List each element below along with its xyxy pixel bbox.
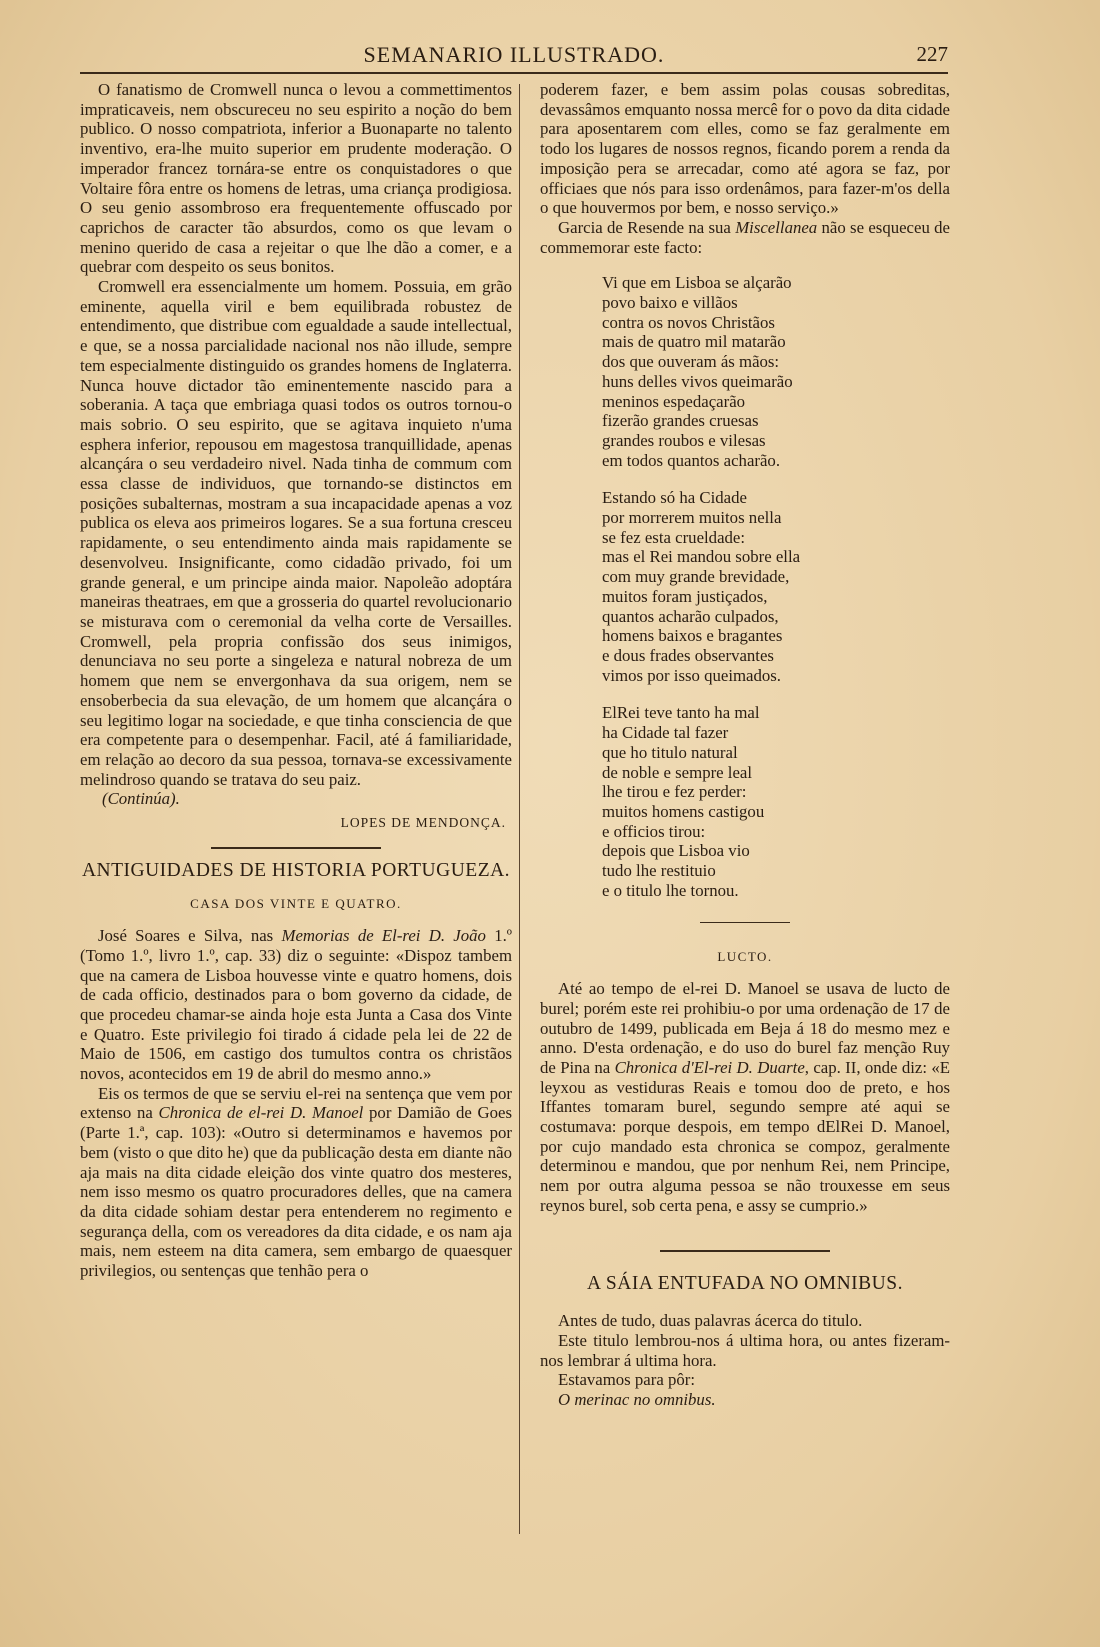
casa-p2-book-title: Chronica de el-rei D. Manoel: [158, 1103, 364, 1123]
casa-p1-text-a: José Soares e Silva, nas: [98, 926, 282, 946]
casa-p1-text-b: 1.º (Tomo 1.º, livro 1.º, cap. 33) diz o seguinte: «Dispoz tambem que na camera de Lisboa houvesse vinte e quatro homens, dois de cada officio, destinados para o bom governo da cidade, de que procedeu chamar-se ainda hoje esta Junta a Casa dos Vinte e Quatro. Este privilegio foi tirado á cidade pela lei de 22 de Maio de 1506, em castigo dos tumultos contra os christãos novos, acontecidos em 19 de abril do mesmo anno.»: [80, 926, 512, 1084]
verse-stanza-1: [602, 273, 950, 470]
saia-title: A SÁIA ENTUFADA NO OMNIBUS.: [587, 1272, 903, 1294]
verse-line: meninos espedaçarão: [602, 391, 746, 411]
casa-paragraph-1: [80, 926, 512, 1084]
casa-p2-text-a: Eis os termos de que se serviu el-rei na sentença que vem por extenso na: [80, 1083, 512, 1123]
verse-line: muitos foram justiçados,: [602, 586, 768, 606]
garcia-text-a: Garcia de Resende na sua: [558, 217, 736, 237]
verse-line: fizerão grandes cruesas: [602, 411, 759, 431]
saia-italic-line: O merinac no omnibus.: [558, 1390, 716, 1410]
author-signature: LOPES DE MENDONÇA.: [340, 815, 506, 831]
verse-line: com muy grande brevidade,: [602, 567, 790, 587]
verse-line: por morrerem muitos nella: [602, 508, 782, 528]
verse-stanza-3: [602, 703, 950, 900]
verse-line: mas el Rei mandou sobre ella: [602, 547, 801, 567]
running-title: SEMANARIO ILLUSTRADO.: [363, 42, 665, 67]
page-header: [80, 36, 948, 72]
continua-note: (Continúa).: [102, 789, 180, 809]
verse-line: lhe tirou e fez perder:: [602, 782, 747, 802]
lucto-rule: [700, 922, 790, 923]
verse-block: [602, 273, 950, 900]
verse-line: e o titulo lhe tornou.: [602, 880, 739, 900]
verse-line: Estando só ha Cidade: [602, 488, 747, 508]
garcia-text-b: não se esqueceu de commemorar este facto:: [540, 217, 950, 257]
casa-p2-text-b: por Damião de Goes (Parte 1.ª, cap. 103): «Outro si determinamos e havemos por bem (visto o que dito he) que da publicação desta em diante não aja mais na dita cidade eleição dos vinte quatro dos mesteres, nem isso mesmo os quatro procuradores delles, que na camera da dita cidade sohiam destar pera entenderem no regimento e segurança della, com os vereadores da dita cidade, e os nam aja mais, nem esteem na dita camera, sem embargo de quaesquer privilegios, ou sentenças que tenhão pera o: [80, 1103, 513, 1281]
verse-line: vimos por isso queimados.: [602, 665, 781, 685]
verse-line: quantos acharão culpados,: [602, 606, 779, 626]
verse-line: ElRei teve tanto ha mal: [602, 703, 760, 723]
lucto-title: LUCTO.: [717, 949, 773, 965]
cromwell-paragraph-1: O fanatismo de Cromwell nunca o levou a commettimentos impraticaveis, nem obscureceu no seu espirito a noção do bem publico. O nosso compatriota, inferior a Buonaparte no talento inventivo, era-lhe muito superior em prudente moderação. O imperador francez tornára-se entre os conquistadores o que Voltaire fôra entre os homens de letras, uma criança prodigiosa. O seu genio assombroso era frequentemente offuscado por caprichos de caracter tão absurdos, como os que levam o menino querido de casa a rejeitar o que lhe dão a comer, e a quebrar com despeito os seus bonitos.: [80, 80, 512, 277]
verse-stanza-2: [602, 488, 950, 685]
garcia-paragraph: [540, 218, 950, 257]
saia-line-3: Estavamos para pôr:: [558, 1370, 696, 1390]
verse-line: Vi que em Lisboa se alçarão: [602, 273, 792, 293]
page-number: 227: [916, 42, 948, 66]
verse-line: contra os novos Christãos: [602, 312, 775, 332]
column-divider: [519, 84, 520, 1534]
saia-line-1: Antes de tudo, duas palavras ácerca do titulo.: [558, 1311, 863, 1331]
verse-line: tudo lhe restituio: [602, 861, 716, 881]
verse-line: em todos quantos acharão.: [602, 450, 781, 470]
verse-line: muitos homens castigou: [602, 801, 765, 821]
saia-line-2: Este titulo lembrou-nos á ultima hora, ou antes fizeram-nos lembrar á ultima hora.: [540, 1330, 950, 1370]
saia-rule: [660, 1250, 830, 1252]
garcia-book-title: Miscellanea: [735, 217, 818, 237]
section-rule: [211, 847, 381, 849]
header-rule: [80, 72, 948, 74]
verse-line: mais de quatro mil matarão: [602, 332, 786, 352]
verse-line: huns delles vivos queimarão: [602, 371, 793, 391]
verse-line: que ho titulo natural: [602, 742, 738, 762]
verse-line: depois que Lisboa vio: [602, 841, 750, 861]
verse-line: de noble e sempre leal: [602, 762, 753, 782]
lucto-text-b: , cap. II, onde diz: «E leyxou as vestiduras Reais e tomou doo de preto, e hos Iffantes tomaram burel, segundo sempre até aqui se costumava: porque despois, em tempo dElRei D. Manoel, por cujo mandado esta chronica se compoz, geralmente determinou e mandou, que por nenhum Rei, nem Principe, nem por outra alguma pessoa se não trouxesse em seus reynos burel, sob certa pena, e assy se cumprio.»: [540, 1057, 950, 1215]
left-column: [80, 80, 512, 1281]
verse-line: povo baixo e villãos: [602, 293, 738, 313]
verse-line: ha Cidade tal fazer: [602, 723, 729, 743]
section-title: ANTIGUIDADES DE HISTORIA PORTUGUEZA.: [81, 859, 511, 881]
verse-line: dos que ouveram ás mãos:: [602, 352, 780, 372]
subsection-title: CASA DOS VINTE E QUATRO.: [190, 896, 402, 912]
casa-p1-book-title: Memorias de El-rei D. João: [281, 926, 486, 946]
lucto-text-a: Até ao tempo de el-rei D. Manoel se usava de lucto de burel; porém este rei prohibiu-o por uma ordenação de 17 de outubro de 1499, publicada em Beja á 18 do mesmo mez e anno. D'esta ordenação, e do uso do burel faz menção Ruy de Pina na: [540, 979, 950, 1077]
verse-line: homens baixos e bragantes: [602, 626, 783, 646]
verse-line: e officios tirou:: [602, 821, 706, 841]
lucto-book-title: Chronica d'El-rei D. Duarte: [614, 1057, 805, 1077]
cromwell-paragraph-2: Cromwell era essencialmente um homem. Possuia, em grão eminente, aquella viril e bem equilibrada robustez de entendimento, que distribue com egualdade a saude intellectual, e que, se a nossa parcialidade nacional nos não illude, sempre tem especialmente distinguido os grandes homens de Inglaterra. Nunca houve dictador tão eminentemente nascido para a soberania. A taça que embriaga quasi todos os outros tornou-o mais sobrio. O seu espirito, que se agitava inquieto n'uma esphera inferior, repousou em magestosa tranquillidade, apenas alcançára o seu verdadeiro nivel. Nada tinha de commum com essa classe de individuos, que tornando-se distinctos em posições subalternas, mostram a sua incapacidade apenas a voz publica os eleva aos primeiros logares. Se a sua fortuna cresceu rapidamente, o seu entendimento ainda mais rapidamente se desenvolveu. Insignificante, como cidadão privado, foi um grande general, e um principe ainda maior. Napoleão adoptára maneiras theatraes, em que a grosseria do quartel revolucionario se misturava com o ceremonial da velha corte de Versailles. Cromwell, pela propria confissão dos seus inimigos, denunciava no seu porte a singeleza e natural nobreza de um homem que nem se envergonhava da sua origem, nem se ensoberbecia da sua elevação, de um homem que alcançára o seu legitimo logar na sociedade, e que tinha consciencia de que era competente para o desempenhar. Facil, até á familiaridade, em relação ao decoro da sua pessoa, tornava-se excessivamente melindroso quando se tratava do seu paiz.: [80, 277, 512, 789]
lucto-paragraph: [540, 979, 950, 1215]
verse-line: grandes roubos e vilesas: [602, 430, 766, 450]
right-column: [540, 80, 950, 1410]
continuation-paragraph: poderem fazer, e bem assim polas cousas sobreditas, devassâmos emquanto nossa mercê for o povo da dita cidade para aposentarem com elles, como se faz geralmente em todo los lugares de nossos regnos, ficando porem a renda da imposição pera se arrecadar, como até agora se faz, por officiaes que nós para isso ordenâmos, para fazer-m'os della o que houvermos por bem, e nosso serviço.»: [540, 80, 950, 218]
verse-line: se fez esta crueldade:: [602, 527, 746, 547]
casa-paragraph-2: [80, 1084, 512, 1281]
verse-line: e dous frades observantes: [602, 645, 774, 665]
